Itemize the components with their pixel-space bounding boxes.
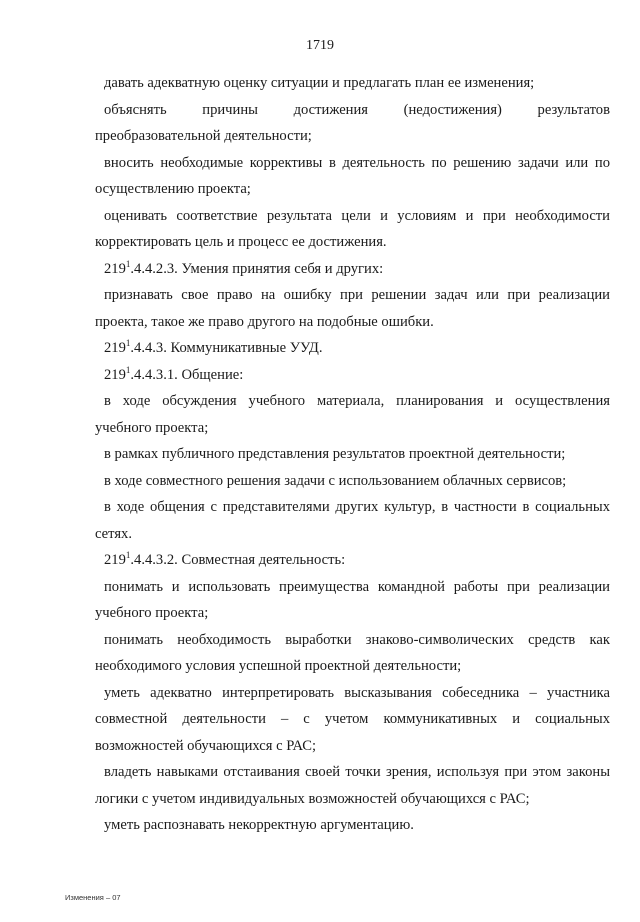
section-heading <box>95 362 610 389</box>
paragraph: понимать необходимость выработки знаково-символических средств как необходимого условия успешной проектной деятельности; <box>95 631 610 674</box>
paragraph: давать адекватную оценку ситуации и предлагать план ее изменения; <box>104 75 535 91</box>
section-heading <box>95 547 610 574</box>
section-title: .4.4.3. Коммуникативные УУД. <box>130 340 323 356</box>
page-number: 1719 <box>306 38 334 53</box>
paragraph: оценивать соответствие результата цели и условиям и при необходимости корректировать цель и процесс ее достижения. <box>95 207 610 250</box>
section-heading <box>95 256 610 283</box>
section-number: 219 <box>104 366 126 383</box>
paragraph: объяснять причины достижения (недостижения) результатов преобразовательной деятельности; <box>95 101 610 144</box>
superscript: 1 <box>125 258 131 269</box>
paragraph: в ходе обсуждения учебного материала, планирования и осуществления учебного проекта; <box>95 393 610 436</box>
paragraph: в рамках публичного представления результатов проектной деятельности; <box>104 446 566 462</box>
paragraph: уметь распознавать некорректную аргументацию. <box>104 817 414 833</box>
superscript: 1 <box>125 364 131 375</box>
paragraph: признавать свое право на ошибку при решении задач или при реализации проекта, такое же право другого на подобные ошибки. <box>95 287 610 330</box>
footer-note: Изменения – 07 <box>65 893 121 902</box>
section-heading <box>95 335 610 362</box>
document-body <box>95 70 610 839</box>
section-title: .4.4.3.2. Совместная деятельность: <box>130 552 346 568</box>
paragraph: в ходе совместного решения задачи с использованием облачных сервисов; <box>104 472 567 489</box>
paragraph: понимать и использовать преимущества командной работы при реализации учебного проекта; <box>95 578 610 621</box>
paragraph: уметь адекватно интерпретировать высказывания собеседника – участника совместной деятельности – с учетом коммуникативных и социальных возможностей обучающихся с РАС; <box>95 684 610 754</box>
paragraph: в ходе общения с представителями других культур, в частности в социальных сетях. <box>95 499 610 542</box>
superscript: 1 <box>125 550 131 560</box>
section-title: .4.4.3.1. Общение: <box>130 366 244 383</box>
paragraph: владеть навыками отстаивания своей точки зрения, используя при этом законы логики с учетом индивидуальных возможностей обучающихся с РАС; <box>95 764 610 807</box>
paragraph: вносить необходимые коррективы в деятельность по решению задачи или по осуществлению проекта; <box>95 154 610 197</box>
section-number: 219 <box>104 552 126 568</box>
superscript: 1 <box>125 338 131 348</box>
section-number: 219 <box>104 260 126 277</box>
section-title: .4.4.2.3. Умения принятия себя и других: <box>130 260 384 277</box>
section-number: 219 <box>104 340 126 356</box>
